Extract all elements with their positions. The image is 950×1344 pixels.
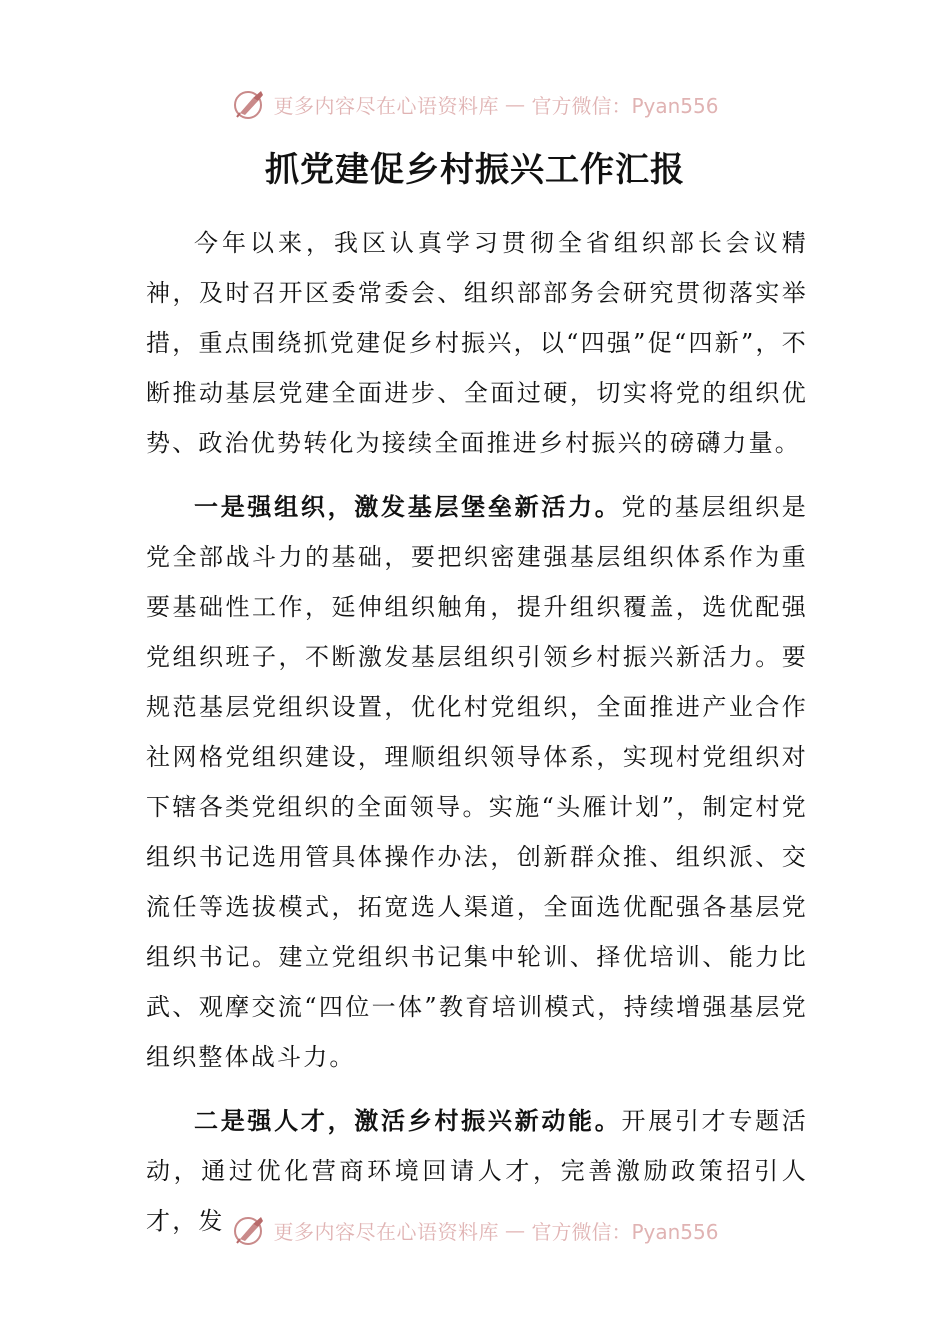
watermark-footer xyxy=(0,1210,950,1250)
watermark-text: 更多内容尽在心语资料库 xyxy=(273,1219,499,1244)
watermark-dash: — xyxy=(504,1218,526,1242)
pen-nib-icon xyxy=(231,86,267,122)
paragraph-intro xyxy=(146,218,808,468)
watermark-contact: 官方微信：Pyan556 xyxy=(531,1219,719,1244)
paragraph-text: 开展引才专题活动，通过优化营商环境回请人才，完善激励政策招引人才，发 xyxy=(146,1107,808,1235)
paragraph-organization xyxy=(146,482,808,1082)
watermark-contact: 官方微信：Pyan556 xyxy=(531,93,719,118)
paragraph-text: 党的基层组织是党全部战斗力的基础，要把织密建强基层组织体系作为重要基础性工作，延伸组织触角，提升组织覆盖，选优配强党组织班子，不断激发基层组织引领乡村振兴新活力。要规范基层党组织设置，优化村党组织，全面推进产业合作社网格党组织建设，理顺组织领导体系，实现村党组织对下辖各类党组织的全面领导。实施“头雁计划”，制定村党组织书记选用管具体操作办法，创新群众推、组织派、交流任等选拔模式，拓宽选人渠道，全面选优配强各基层党组织书记。建立党组织书记集中轮训、择优培训、能力比武、观摩交流“四位一体”教育培训模式，持续增强基层党组织整体战斗力。 xyxy=(146,493,808,1071)
pen-nib-icon xyxy=(231,1212,267,1248)
watermark-dash: — xyxy=(504,92,526,116)
paragraph-text: 今年以来，我区认真学习贯彻全省组织部长会议精神，及时召开区委常委会、组织部部务会研究贯彻落实举措，重点围绕抓党建促乡村振兴，以“四强”促“四新”，不断推动基层党建全面进步、全面过硬，切实将党的组织优势、政治优势转化为接续全面推进乡村振兴的磅礴力量。 xyxy=(146,229,808,457)
watermark-header xyxy=(0,84,950,124)
paragraph-lead: 二是强人才，激活乡村振兴新动能。 xyxy=(194,1107,622,1135)
watermark-text: 更多内容尽在心语资料库 xyxy=(273,93,499,118)
page-title: 抓党建促乡村振兴工作汇报 xyxy=(265,150,685,190)
document-body xyxy=(146,218,808,1260)
paragraph-lead: 一是强组织，激发基层堡垒新活力。 xyxy=(194,493,622,521)
